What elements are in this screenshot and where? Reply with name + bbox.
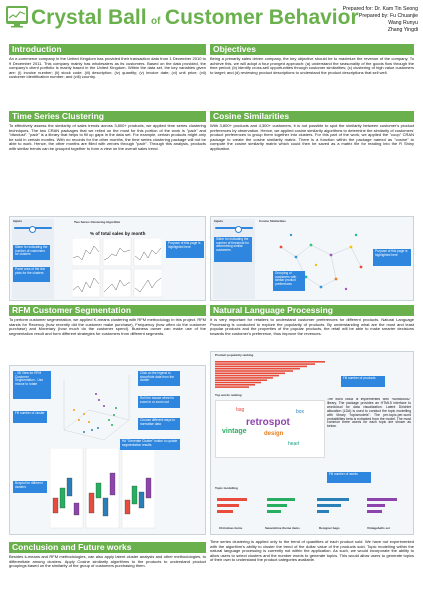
rfm-figure (9, 365, 206, 535)
rfm-callout-execute: Hit "Generate Cluster" button to update segmentation results (120, 439, 180, 450)
conclusion-text-right: Time series clustering is applied only to the trend of quantities of each product sold. We have not experimented with the algorithm's ability to cluster the trend of the dollar value of the products sold. Topic modelling within the natural language processing is currently not within the application. As such, we would incorporate the ability to allow users to select clusters and the number words to generate topics. This would allow users to generate topics of their own to understand the product categories available. (210, 540, 414, 563)
ts-panel-title: Two Series Clustering Algorithm (74, 220, 121, 224)
nlp-popularity-bars (215, 361, 335, 389)
rfm-callout-legend: Click on the legend to show/hide data from the cluster (138, 371, 180, 386)
ts-inputs-label: Inputs (13, 219, 22, 223)
rfm-callout-fill: Fill number of cluster (13, 411, 47, 423)
rfm-callout-normalize: Choose different ways to normalise data (138, 418, 180, 430)
rfm-text: To perform customer segmentation, we applied K-means clustering with RFM methodology in this project. RFM stands for Recency (how recently did the customer make purchase), Frequency (how often do the customer purchase) and Monetary (how much do the customer spend). Business owner can make use of the segmentation result and form different strategies for customers from different segments. (9, 318, 206, 336)
conclusion-text-left: Besides k-means and RFM methodologies, can also apply latent cluster analysis and other methodologies, to differentiate among clusters. Apply Cosine similarity algorithms to the products to understand product groupings based on the similarity of the group of customers purchasing them. (9, 555, 206, 569)
topic-label-3: Designer bags (319, 526, 340, 530)
cos-callout-purpose: Purpose of this page is highlighted here (373, 249, 411, 266)
ts-callout-panel: Panel area of the line plots for the clusters (13, 267, 50, 282)
title-rest: Customer Behavior (164, 6, 359, 29)
ts-slider[interactable] (14, 227, 52, 229)
rfm-callout-3d: - 3D View for RFM Customer Segmentation - Use mouse to rotate (13, 371, 51, 399)
time-series-figure (9, 216, 206, 301)
cos-panel-title: Cosine Similarities (259, 219, 286, 223)
title-main: Crystal Ball (31, 6, 147, 29)
cosine-text: With 3,800+ products and 4,300+ customers, it is not possible to spot the similarity between customer's product preferences by observation. Hence, we applied cosine similarity algorithms to determine the similarity of customers' product preferences to group them together into clusters. For this part of the work, we applied the "coop" CRAN package to create the cosine similarity matrix. There is a function within the package named as "cosine" to compute the cosine similarity matrix which could then be saved as a matrix file for reading into the R Shiny application. (210, 124, 414, 151)
nlp-heading: Natural Language Processing (210, 305, 414, 316)
cos-callout-slider: Slider for indicating the number of threshold for determining similar customers (214, 237, 252, 262)
topic-bars (215, 494, 411, 526)
objectives-text: Being a primarily sales driven company, the key objective should be to maximize the revenue of the company. To achieve this, we will adopt a four pronged approach: (a) understand the seasonality of the goods flow through the time period; (b) identify cross-sell opportunities through customer similarities; (c) clustering of high value customers to target; and (d) reviewing product descriptions to understand the product descriptions that sell well. (210, 57, 414, 75)
topic-label-2: Sweetshine theme items (265, 526, 300, 530)
time-series-heading: Time Series Clustering (9, 111, 206, 122)
word-5: bag (236, 407, 245, 413)
rfm-callout-boxplot: Boxplot for different clusters (13, 481, 47, 493)
slider-handle-icon[interactable] (235, 226, 242, 233)
topic-label-1: Christmas items (219, 526, 243, 530)
nlp-description: The word cloud is implemented with "wordcloud2" library. The package provides an HTML5 interface to wordcloud for data visualization. Latent Dirichlet allocation (LDA) is used to conduct the topic modelling with library "topicmodels". The per-topic-per-word probabilities beta is extracted from the model. The most common three words for each topic are shown as below. (327, 398, 411, 429)
cosine-figure (210, 216, 414, 301)
time-series-text: To effectively assess the similarity of sales trends across 3,800+ products, we applied time series clustering techniques. The two CRAN packages that we relied on the most for this portion of the work is "padr" and "dtwclust". "padr" is a library that helps to fill up gaps in the data set. For example, certain products might only be sold in certain months. With no records for the other months, the time series clustering package will not be able to work. Hence, the other months are filled with zeroes through "padr". Through this analysis, products with similar trends can be grouped together to form a view on the overall sales trend. (9, 124, 206, 151)
title-of: of (151, 16, 161, 27)
author-block (308, 6, 418, 34)
rfm-callout-zoom: Roll the mouse wheel to zoom in or zoom out (138, 396, 180, 408)
word-3: design (264, 431, 284, 437)
rfm-3d-scatter[interactable] (54, 370, 134, 445)
conclusion-heading: Conclusion and Future works (9, 542, 206, 553)
introduction-text: An e-commerce company in the United Kingdom has provided their transaction data from 1 December 2010 to 9 December 2011. This company mainly has wholesalers as its customers. Based on the data provided, the company's client portfolio is mainly based in the United Kingdom. Within the data set, the key variables given are: (i) invoice number; (ii) stock code; (iii) description; (iv) quantity; (v) invoice date; (vi) unit price; (vii) customer identification number; and (viii) country. (9, 57, 206, 80)
author-2: Wang Runyu (388, 20, 418, 26)
objectives-heading: Objectives (210, 44, 414, 55)
ts-callout-slider: Slider for indicating the number of customers for clusters (13, 245, 50, 260)
nlp-callout-fill: Fill number of products (341, 376, 385, 387)
topic-label-4: Vintagebells set (367, 526, 390, 530)
cos-slider[interactable] (215, 227, 253, 229)
slider-handle-icon[interactable] (29, 226, 36, 233)
ts-callout-purpose: Purpose of this page is highlighted here (166, 241, 204, 258)
word-primary: retrospot (246, 417, 290, 428)
wordcloud-title: Top words ranking (215, 393, 242, 397)
cos-inputs-label: Inputs (214, 219, 223, 223)
nlp-figure (210, 351, 414, 535)
nlp-text: It is very important for retailers to understand customer preferences for different products. Natural Language Processing is conducted to explore the popularity of products. By understanding what are the most and least popular products and the properties of the popular products, the retail will be able to make smarter decisions towards the customer's preference, thus improve the revenues. (210, 318, 414, 336)
nlp-callout-words: Fill number of words (327, 472, 371, 483)
prepared-by: Prepared by: Fu Chuanjie (358, 13, 418, 19)
rfm-boxplots (50, 448, 155, 530)
nlp-bar-title: Product popularity ranking (215, 353, 254, 357)
word-6: heart (288, 441, 300, 447)
rfm-heading: RFM Customer Segmentation (9, 305, 206, 316)
topic-title: Topic modelling (215, 486, 238, 490)
cos-callout-group: Grouping of customers with similar product preferences (273, 271, 305, 291)
ts-line-panels (72, 238, 162, 298)
ts-chart-title: % of total sales by month (90, 231, 146, 236)
introduction-heading: Introduction (9, 44, 206, 55)
word-4: box (296, 409, 305, 415)
cosine-heading: Cosine Similarities (210, 111, 414, 122)
prepared-for: Prepared for: Dr. Kam Tin Seong (342, 6, 418, 12)
word-secondary: vintage (222, 428, 247, 435)
author-3: Zhang Yingdi (387, 27, 418, 33)
wordcloud-panel (215, 400, 325, 458)
logo (5, 4, 29, 28)
